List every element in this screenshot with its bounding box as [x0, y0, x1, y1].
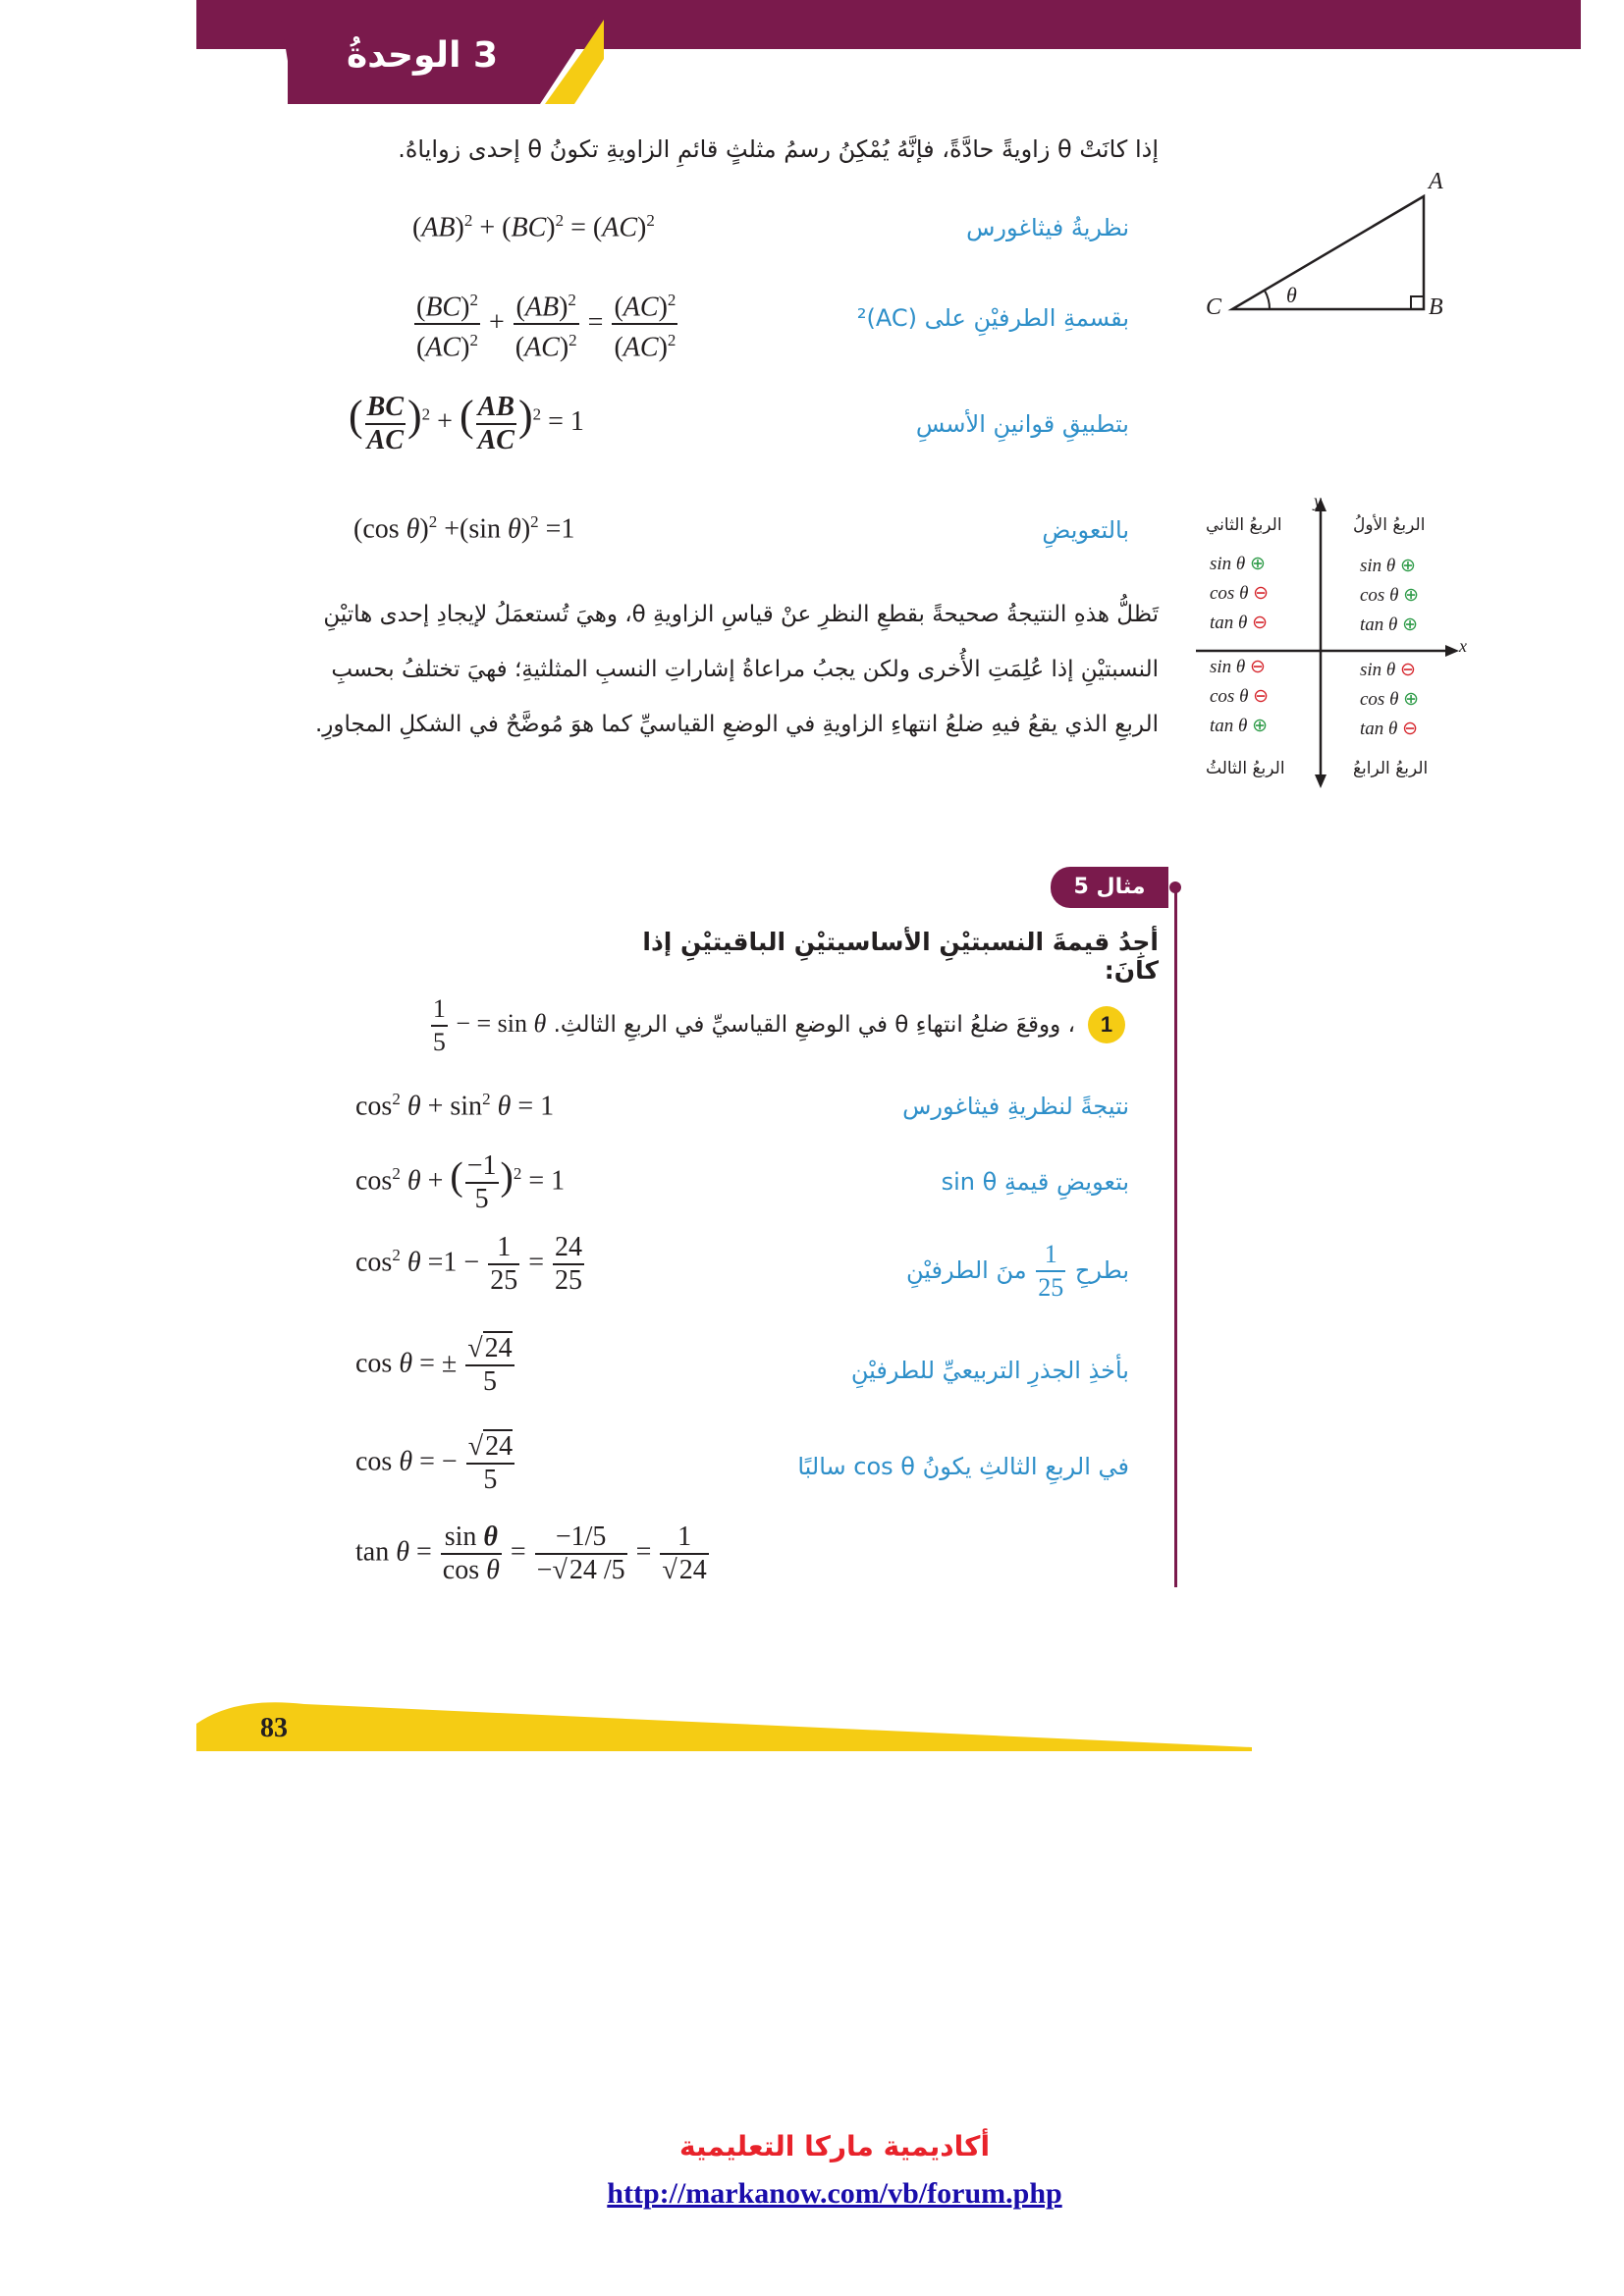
minus-sign-icon: ⊖ — [1400, 660, 1416, 680]
footer-academy-name: أكاديمية ماركا التعليمية — [678, 2130, 991, 2163]
unit-title — [324, 35, 520, 86]
eq-divide: $\frac{(BC)^2}{(AC)^2}$ + $\frac{(AB)^2}{(AC)^2}$ = $\frac{(AC)^2}{(AC)^2}$ — [412, 285, 679, 364]
footer-link[interactable]: http://markanow.com/vb/forum.php — [607, 2177, 1062, 2210]
example-question: أجِدُ قيمةَ النسبتيْنِ الأساسيتيْنِ الباقيتيْنِ إذا كانَ: — [642, 928, 1159, 985]
plus-sign-icon: ⊕ — [1403, 585, 1420, 606]
example-vertical-rule — [1174, 885, 1177, 1587]
example-dot — [1169, 881, 1181, 893]
quadrant-4-signs: sin θ ⊖ cos θ ⊕ tan θ ⊖ — [1360, 660, 1420, 739]
minus-sign-icon: ⊖ — [1253, 686, 1270, 707]
explanation-paragraph — [280, 587, 1159, 752]
quadrant-2-signs: sin θ ⊕ cos θ ⊖ tan θ ⊖ — [1210, 554, 1270, 633]
axis-y-label: y — [1314, 491, 1322, 510]
ex-step-label-4: بأخذِ الجذرِ التربيعيِّ للطرفيْنِ — [850, 1357, 1129, 1384]
quadrant-2-label: الربعُ الثاني — [1206, 515, 1282, 535]
vertex-A: A — [1429, 169, 1443, 194]
vertex-C: C — [1206, 294, 1222, 320]
page-number: 83 — [260, 1713, 288, 1743]
step-label-substitution: بالتعويضِ — [1042, 516, 1129, 544]
item-condition-math: sin θ = − $\frac{1}{5}$ — [432, 994, 547, 1056]
step-label-divide: بقسمةِ الطرفيْنِ على (AC)² — [856, 304, 1129, 332]
unit-number: 3 — [472, 35, 499, 76]
quadrant-4-label: الربعُ الرابعُ — [1353, 759, 1429, 778]
ex-eq-tan: tan θ = $\frac{\text{sin θ}}{\text{cos θ}}$ = $\frac{-1/5}{-√24 /5}$ = $\frac{1}{√24}$ — [355, 1522, 707, 1585]
example-badge: مثال 5 — [1051, 867, 1168, 908]
ex-eq-subtract: $\cos^2 \theta =1$ − $\frac{1}{25}$ = $\frac{24}{25}$ — [355, 1232, 582, 1296]
ex-eq-substitute: $\cos^2 \theta$ + ( $\frac{-1}{5}$ )$^2$ = 1 — [355, 1150, 566, 1214]
ex-eq-square-root: cos θ = ± $\frac{√24}{5}$ — [355, 1333, 513, 1397]
quadrant-3-label: الربعُ الثالثُ — [1206, 759, 1285, 778]
minus-sign-icon: ⊖ — [1402, 719, 1419, 739]
minus-sign-icon: ⊖ — [1252, 613, 1269, 633]
eq-exponent-laws: ( $\frac{BC}{AC}$ )$^2$ + ( $\frac{AB}{AC}$ )$^2$ = 1 — [349, 391, 584, 455]
ex-step-label-3: بطرحِ $\frac{1}{25}$ منَ الطرفيْنِ — [905, 1240, 1129, 1302]
quadrant-axes — [1188, 496, 1473, 790]
plus-sign-icon: ⊕ — [1252, 716, 1269, 736]
item-text-row — [373, 993, 1075, 1058]
paragraph-line-2: النسبتيْنِ إذا عُلِمَتِ الأُخرى ولكن يجبُ مراعاةُ إشاراتِ النسبِ المثلثيةِ؛ فهيَ تختلفُ بحسبِ — [331, 657, 1159, 682]
step-label-exponent-laws: بتطبيقِ قوانينِ الأسسِ — [915, 410, 1129, 438]
ex-step-label-1: نتيجةً لنظريةِ فيثاغورس — [902, 1093, 1129, 1120]
paragraph-line-3: الربعِ الذي يقعُ فيهِ ضلعُ انتهاءِ الزاويةِ في الوضعِ القياسيِّ كما هوَ مُوضَّحٌ في الشكلِ المجاورِ. — [314, 712, 1159, 737]
ex-eq-cos-negative: cos θ = − $\frac{√24}{5}$ — [355, 1431, 514, 1495]
paragraph-line-1: تَظلُّ هذهِ النتيجةُ صحيحةً بقطعِ النظرِ عنْ قياسِ الزاويةِ θ، وهيَ تُستعمَلُ لإيجادِ إحدى هاتيْنِ — [323, 602, 1159, 627]
unit-word: الوحدةُ — [346, 35, 461, 76]
plus-sign-icon: ⊕ — [1402, 614, 1419, 635]
quadrant-3-signs: sin θ ⊖ cos θ ⊖ tan θ ⊕ — [1210, 657, 1270, 736]
minus-sign-icon: ⊖ — [1250, 657, 1266, 677]
axis-x-label: x — [1459, 636, 1467, 656]
step-label-pythagoras: نظريةُ فيثاغورس — [966, 214, 1129, 241]
item-condition-text: ، ووقعَ ضلعُ انتهاءِ θ في الوضعِ القياسيِّ في الربعِ الثالثِ. — [553, 1011, 1075, 1038]
plus-sign-icon: ⊕ — [1403, 689, 1420, 710]
angle-theta: θ — [1286, 283, 1297, 307]
page-number-bar — [196, 1696, 1257, 1755]
ex-step-label-2: بتعويضِ قيمةِ sin θ — [941, 1168, 1129, 1196]
eq-substitution: (cos θ)$^2$ +(sin θ)$^2$ =1 — [353, 512, 575, 545]
minus-sign-icon: ⊖ — [1253, 583, 1270, 604]
vertex-B: B — [1429, 294, 1443, 320]
intro-text: إذا كانَتْ θ زاويةً حادَّةً، فإنَّهُ يُمْكِنُ رسمُ مثلثٍ قائمِ الزاويةِ تكونُ θ إحدى زواياهُ. — [398, 135, 1159, 163]
item-number-badge: 1 — [1088, 1006, 1125, 1043]
plus-sign-icon: ⊕ — [1400, 556, 1416, 576]
quadrant-1-label: الربعُ الأولُ — [1353, 515, 1426, 535]
ex-eq-pythagoras: $\cos^2 \theta + \sin^2 \theta = 1$ — [355, 1090, 555, 1122]
eq-pythagoras: (AB)$^2$ + (BC)$^2$ = (AC)$^2$ — [412, 211, 655, 243]
plus-sign-icon: ⊕ — [1250, 554, 1266, 574]
ex-step-label-3-fraction: $\frac{1}{25}$ — [1038, 1240, 1064, 1302]
quadrant-1-signs: sin θ ⊕ cos θ ⊕ tan θ ⊕ — [1360, 556, 1420, 635]
ex-step-label-5: في الربعِ الثالثِ يكونُ cos θ سالبًا — [797, 1453, 1129, 1480]
right-triangle-figure — [1193, 167, 1468, 324]
